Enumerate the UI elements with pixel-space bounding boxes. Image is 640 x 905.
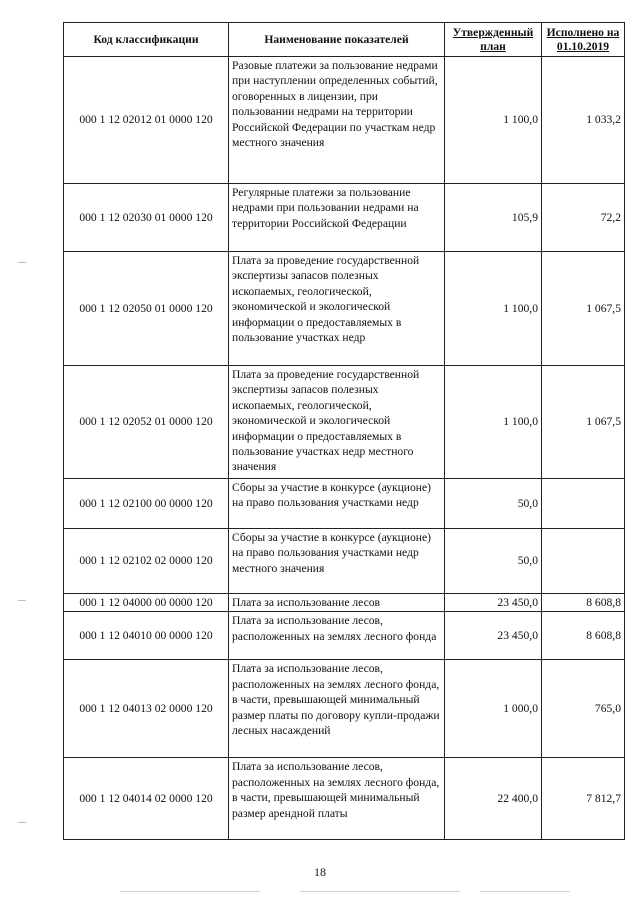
table-row: [64, 366, 625, 479]
table-row: [64, 612, 625, 660]
table-row: [64, 660, 625, 758]
header-plan: Утвержденный план: [445, 23, 542, 57]
header-executed: Исполнено на 01.10.2019: [542, 23, 625, 57]
table-header-row: [64, 23, 625, 57]
row-code: 000 1 12 04014 02 0000 120: [64, 758, 229, 840]
scan-noise: [480, 891, 570, 892]
row-executed: 765,0: [542, 660, 625, 758]
table-row: [64, 594, 625, 612]
page-number: 18: [314, 865, 326, 879]
row-executed: [542, 479, 625, 529]
row-name: Сборы за участие в конкурсе (аукционе) на право пользования участками недр местного значения: [229, 529, 445, 594]
row-name: Плата за использование лесов: [229, 594, 445, 612]
scan-mark: [18, 822, 26, 823]
row-plan: 23 450,0: [445, 612, 542, 660]
row-code: 000 1 12 02050 01 0000 120: [64, 252, 229, 366]
row-name: Разовые платежи за пользование недрами при наступлении определенных событий, оговоренных в лицензии, при пользовании недрами на территории Российской Федерации по участкам недр местного значения: [229, 57, 445, 184]
row-code: 000 1 12 02100 00 0000 120: [64, 479, 229, 529]
table-row: [64, 184, 625, 252]
row-plan: 50,0: [445, 529, 542, 594]
row-code: 000 1 12 02052 01 0000 120: [64, 366, 229, 479]
row-executed: 1 033,2: [542, 57, 625, 184]
row-executed: 8 608,8: [542, 594, 625, 612]
row-name: Плата за использование лесов, расположенных на землях лесного фонда: [229, 612, 445, 660]
row-name: Плата за проведение государственной экспертизы запасов полезных ископаемых, геологической, экономической и экологической информации о предоставляемых в пользование участках недр: [229, 252, 445, 366]
table-row: [64, 758, 625, 840]
row-executed: 8 608,8: [542, 612, 625, 660]
row-plan: 1 100,0: [445, 252, 542, 366]
row-plan: 105,9: [445, 184, 542, 252]
row-code: 000 1 12 04000 00 0000 120: [64, 594, 229, 612]
row-executed: 72,2: [542, 184, 625, 252]
row-plan: 22 400,0: [445, 758, 542, 840]
scan-mark: [18, 600, 26, 601]
row-name: Регулярные платежи за пользование недрами при пользовании недрами на территории Российской Федерации: [229, 184, 445, 252]
header-code: Код классификации: [64, 23, 229, 57]
table-row: [64, 252, 625, 366]
table-row: [64, 57, 625, 184]
row-plan: 1 000,0: [445, 660, 542, 758]
row-executed: 1 067,5: [542, 366, 625, 479]
row-executed: 7 812,7: [542, 758, 625, 840]
row-plan: 23 450,0: [445, 594, 542, 612]
row-code: 000 1 12 02030 01 0000 120: [64, 184, 229, 252]
header-name: Наименование показателей: [229, 23, 445, 57]
row-code: 000 1 12 04013 02 0000 120: [64, 660, 229, 758]
row-name: Плата за использование лесов, расположенных на землях лесного фонда, в части, превышающей минимальный размер платы по договору купли-продажи лесных насаждений: [229, 660, 445, 758]
row-plan: 1 100,0: [445, 366, 542, 479]
scan-mark: [18, 262, 26, 263]
row-code: 000 1 12 02102 02 0000 120: [64, 529, 229, 594]
row-code: 000 1 12 04010 00 0000 120: [64, 612, 229, 660]
row-name: Плата за использование лесов, расположенных на землях лесного фонда, в части, превышающей минимальный размер арендной платы: [229, 758, 445, 840]
table-row: [64, 479, 625, 529]
scan-noise: [120, 891, 260, 892]
row-executed: 1 067,5: [542, 252, 625, 366]
row-plan: 1 100,0: [445, 57, 542, 184]
row-name: Сборы за участие в конкурсе (аукционе) на право пользования участками недр: [229, 479, 445, 529]
row-executed: [542, 529, 625, 594]
budget-table: [63, 22, 625, 840]
row-code: 000 1 12 02012 01 0000 120: [64, 57, 229, 184]
table-row: [64, 529, 625, 594]
row-name: Плата за проведение государственной экспертизы запасов полезных ископаемых, геологической, экономической и экологической информации о предоставляемых в пользование участках недр местного значения: [229, 366, 445, 479]
scan-noise: [300, 891, 460, 892]
row-plan: 50,0: [445, 479, 542, 529]
